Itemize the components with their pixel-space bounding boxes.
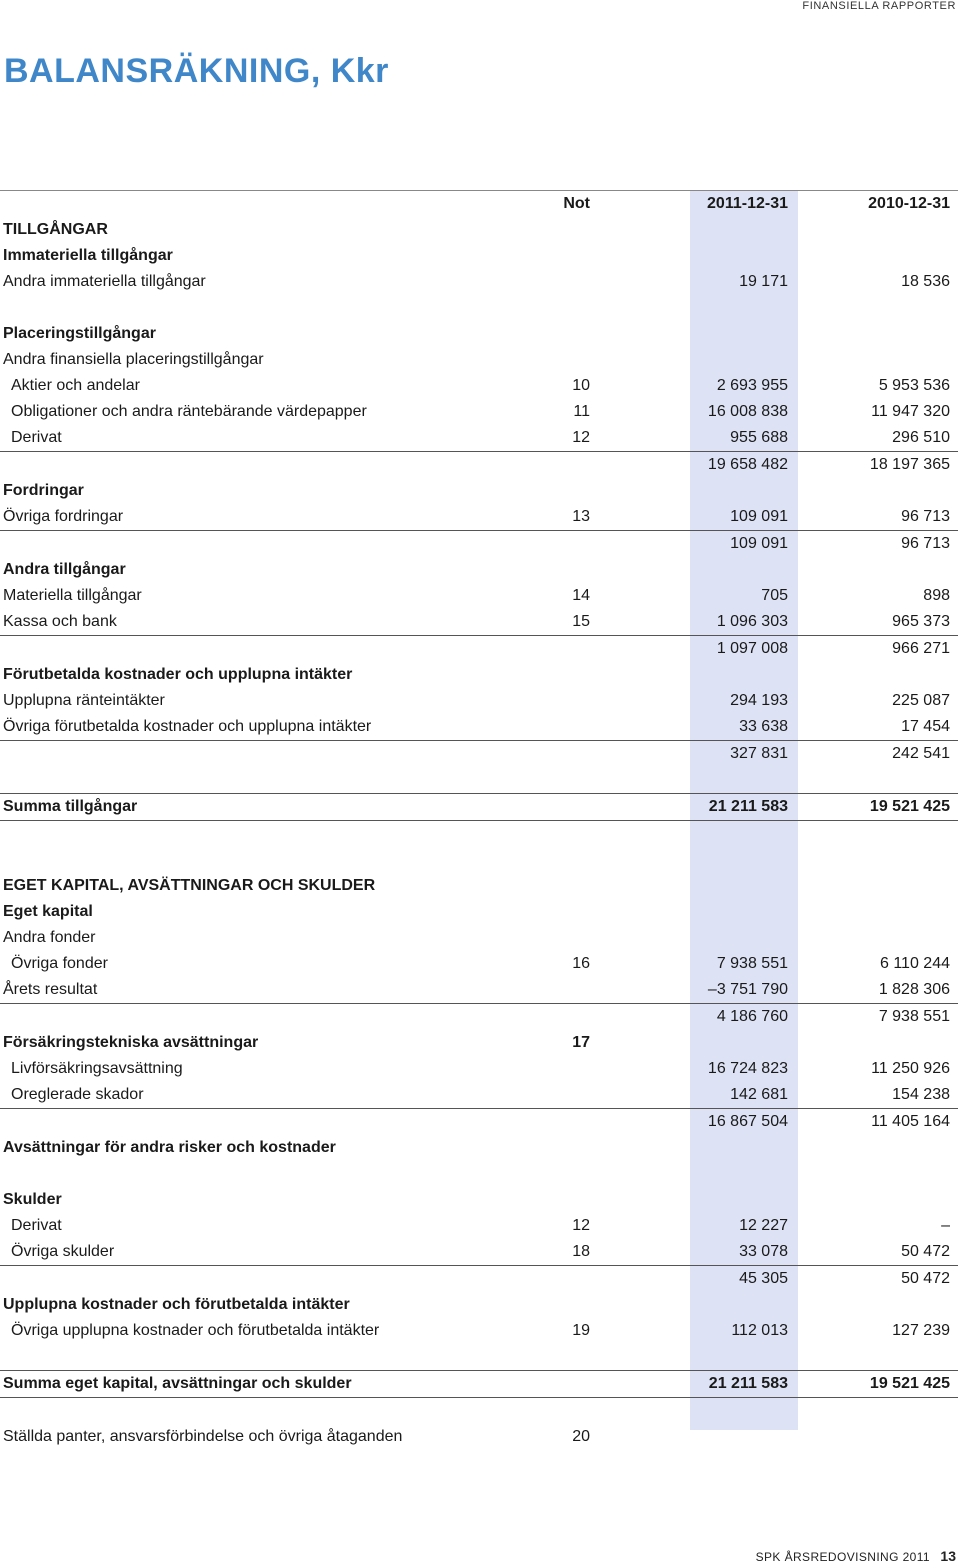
table-row [0,321,958,347]
row-label: Aktier och andelar [11,377,140,394]
table-row [0,1424,958,1450]
table-row [0,1082,958,1109]
row-note: 10 [572,377,590,394]
table-row [0,1030,958,1056]
row-value-2010: 96 713 [901,508,950,525]
row-value-2011: 19 658 482 [707,456,788,473]
table-row [0,373,958,399]
row-label: Skulder [3,1191,62,1208]
row-value-2010: 5 953 536 [878,377,950,394]
row-value-2010: 242 541 [892,745,950,762]
table-row [0,1318,958,1344]
row-label: Placeringstillgångar [3,325,156,342]
row-value-2010: 19 521 425 [869,798,950,815]
row-note: 17 [572,1034,590,1051]
row-label: Derivat [11,1217,62,1234]
row-label: Ställda panter, ansvarsförbindelse och övriga åtaganden [3,1428,403,1445]
table-row [0,531,958,557]
table-row [0,425,958,452]
table-row [0,1371,958,1398]
table-row [0,1056,958,1082]
row-label: Fordringar [3,482,84,499]
row-value-2011: 33 078 [739,1243,788,1260]
table-row [0,821,958,847]
row-value-2011: 955 688 [730,429,788,446]
row-label: Andra immateriella tillgångar [3,273,206,290]
row-value-2011: 33 638 [739,718,788,735]
row-label: Andra fonder [3,929,96,946]
table-row [0,636,958,662]
table-row [0,741,958,767]
row-value-2011: 45 305 [739,1270,788,1287]
row-value-2010: 50 472 [901,1243,950,1260]
row-label: Materiella tillgångar [3,587,142,604]
table-row [0,478,958,504]
row-label: Avsättningar för andra risker och kostnader [3,1139,336,1156]
table-row [0,269,958,295]
row-value-2011: 16 867 504 [707,1113,788,1130]
row-label: Övriga fordringar [3,508,124,525]
row-note: 18 [572,1243,590,1260]
row-value-2011: 1 096 303 [716,613,788,630]
row-value-2011: 142 681 [730,1086,788,1103]
row-value-2011: 327 831 [730,745,788,762]
table-row [0,295,958,321]
table-row [0,1004,958,1030]
page-number: 13 [940,1548,956,1564]
row-value-2010: 2010-12-31 [868,195,950,212]
table-row [0,1187,958,1213]
table-row [0,217,958,243]
row-note: 12 [572,1217,590,1234]
row-label: Försäkringstekniska avsättningar [3,1034,259,1051]
row-note: Not [563,195,590,212]
row-value-2011: 705 [761,587,788,604]
row-note: 15 [572,613,590,630]
footer-label: SPK ÅRSREDOVISNING 2011 [755,1550,930,1564]
table-row [0,767,958,794]
table-row [0,847,958,873]
table-row [0,583,958,609]
table-row [0,191,958,217]
table-row [0,1398,958,1424]
row-value-2010: 11 947 320 [871,403,950,420]
row-label: Övriga förutbetalda kostnader och upplupna intäkter [3,718,372,735]
table-row [0,714,958,741]
row-label: Övriga upplupna kostnader och förutbetalda intäkter [11,1322,380,1339]
row-label: Derivat [11,429,62,446]
row-value-2010: 1 828 306 [878,981,950,998]
row-value-2010: – [941,1217,950,1234]
row-value-2010: 898 [923,587,950,604]
row-label: Andra tillgångar [3,561,126,578]
row-value-2011: 21 211 583 [708,1375,788,1392]
table-row [0,452,958,478]
row-value-2011: 109 091 [730,508,788,525]
row-label: Livförsäkringsavsättning [11,1060,183,1077]
row-value-2010: 19 521 425 [869,1375,950,1392]
row-value-2011: 2011-12-31 [707,195,788,212]
row-value-2010: 11 405 164 [871,1113,950,1130]
row-label: Andra finansiella placeringstillgångar [3,351,264,368]
table-row [0,1161,958,1187]
row-value-2011: –3 751 790 [707,981,788,998]
row-value-2010: 50 472 [901,1270,950,1287]
row-label: Summa tillgångar [3,798,138,815]
row-value-2011: 4 186 760 [716,1008,788,1025]
row-value-2010: 18 197 365 [869,456,950,473]
table-row [0,794,958,821]
row-label: EGET KAPITAL, AVSÄTTNINGAR OCH SKULDER [3,877,376,894]
row-value-2011: 16 008 838 [707,403,788,420]
row-value-2010: 127 239 [892,1322,950,1339]
row-label: Övriga fonder [11,955,108,972]
table-row [0,873,958,899]
row-value-2011: 109 091 [730,535,788,552]
row-value-2010: 17 454 [901,718,950,735]
row-value-2010: 966 271 [892,640,950,657]
table-row [0,951,958,977]
row-label: Oreglerade skador [11,1086,144,1103]
table-row [0,662,958,688]
row-note: 13 [572,508,590,525]
balance-sheet-table [0,190,958,1450]
row-value-2010: 296 510 [892,429,950,446]
table-row [0,1344,958,1371]
row-note: 16 [572,955,590,972]
row-value-2010: 154 238 [892,1086,950,1103]
row-note: 12 [572,429,590,446]
table-row [0,504,958,531]
page-title: BALANSRÄKNING, Kkr [4,52,389,90]
table-row [0,899,958,925]
row-label: Årets resultat [3,981,98,998]
row-value-2011: 21 211 583 [708,798,788,815]
row-label: Upplupna kostnader och förutbetalda intäkter [3,1296,350,1313]
row-value-2010: 18 536 [901,273,950,290]
row-value-2010: 965 373 [892,613,950,630]
table-row [0,399,958,425]
row-value-2011: 1 097 008 [716,640,788,657]
row-value-2010: 96 713 [901,535,950,552]
row-value-2011: 294 193 [730,692,788,709]
row-value-2011: 7 938 551 [716,955,788,972]
table-row [0,1135,958,1161]
row-label: Kassa och bank [3,613,117,630]
row-label: Övriga skulder [11,1243,115,1260]
row-value-2011: 16 724 823 [707,1060,788,1077]
row-value-2011: 19 171 [739,273,788,290]
row-note: 11 [573,403,590,420]
row-label: Upplupna ränteintäkter [3,692,165,709]
row-note: 19 [572,1322,590,1339]
row-label: Summa eget kapital, avsättningar och skulder [3,1375,352,1392]
row-value-2010: 7 938 551 [878,1008,950,1025]
row-label: Eget kapital [3,903,93,920]
row-value-2010: 11 250 926 [871,1060,950,1077]
table-row [0,977,958,1004]
table-row [0,925,958,951]
table-row [0,557,958,583]
table-row [0,1239,958,1266]
table-row [0,1213,958,1239]
table-row [0,1109,958,1135]
table-row [0,1292,958,1318]
row-label: Förutbetalda kostnader och upplupna intäkter [3,666,353,683]
row-value-2010: 6 110 244 [880,955,950,972]
row-label: Immateriella tillgångar [3,247,173,264]
table-row [0,243,958,269]
row-value-2011: 2 693 955 [716,377,788,394]
row-label: Obligationer och andra räntebärande värdepapper [11,403,367,420]
row-value-2011: 112 013 [731,1322,788,1339]
table-row [0,347,958,373]
section-header: FINANSIELLA RAPPORTER [802,0,956,12]
table-row [0,609,958,636]
row-value-2010: 225 087 [892,692,950,709]
row-note: 14 [572,587,590,604]
row-note: 20 [572,1428,590,1445]
row-value-2011: 12 227 [739,1217,788,1234]
table-row [0,688,958,714]
row-label: TILLGÅNGAR [3,221,108,238]
table-row [0,1266,958,1292]
